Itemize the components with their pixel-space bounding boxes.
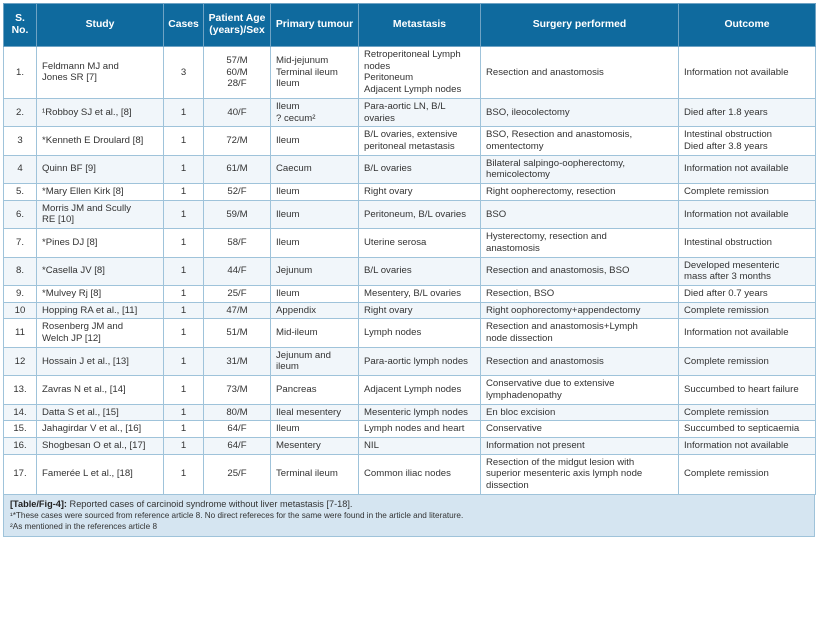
cell-cases: 1 [164,200,204,228]
cell-surgery: Resection of the midgut lesion with superior mesenteric axis lymph node dissection [481,454,679,494]
table-row [4,404,816,421]
cell-metastasis: Right ovary [359,302,481,319]
cell-surgery: Resection and anastomosis, BSO [481,257,679,285]
cell-sno: 3 [4,127,37,155]
cell-age: 51/M [204,319,271,347]
cell-cases: 1 [164,319,204,347]
cell-age: 25/F [204,285,271,302]
cell-tumour: Ileum [271,421,359,438]
cell-metastasis: NIL [359,437,481,454]
cell-age: 64/F [204,421,271,438]
cell-tumour: Ileum [271,229,359,257]
cell-metastasis: Para-aortic lymph nodes [359,347,481,375]
cell-age: 64/F [204,437,271,454]
cell-study: Datta S et al., [15] [37,404,164,421]
cell-cases: 1 [164,127,204,155]
cell-study: Famerée L et al., [18] [37,454,164,494]
cell-metastasis: Uterine serosa [359,229,481,257]
table-row [4,229,816,257]
cell-sno: 17. [4,454,37,494]
table-row [4,319,816,347]
cell-study: *Pines DJ [8] [37,229,164,257]
cell-cases: 1 [164,155,204,183]
table-row [4,98,816,126]
cell-sno: 7. [4,229,37,257]
table-row [4,285,816,302]
cell-surgery: Conservative due to extensive lymphadenopathy [481,376,679,404]
table-row [4,200,816,228]
cell-outcome: Complete remission [679,347,816,375]
cell-age: 73/M [204,376,271,404]
cell-outcome: Complete remission [679,302,816,319]
cell-tumour: Ileal mesentery [271,404,359,421]
cell-metastasis: Para-aortic LN, B/L ovaries [359,98,481,126]
cell-age: 61/M [204,155,271,183]
cell-study: Shogbesan O et al., [17] [37,437,164,454]
cell-sno: 6. [4,200,37,228]
cell-outcome: Information not available [679,200,816,228]
cell-outcome: Information not available [679,437,816,454]
cell-tumour: Ileum ? cecum² [271,98,359,126]
footnote-1: ¹*These cases were sourced from reference article 8. No direct refereces for the same were found in the article and literature. [10,511,464,521]
cell-surgery: Resection and anastomosis [481,47,679,99]
table-row [4,155,816,183]
header-sno: S. No. [4,4,37,47]
cell-cases: 1 [164,404,204,421]
table-row [4,454,816,494]
cell-study: Morris JM and Scully RE [10] [37,200,164,228]
cell-metastasis: Adjacent Lymph nodes [359,376,481,404]
cell-age: 47/M [204,302,271,319]
caption-title [10,498,808,510]
cell-tumour: Ileum [271,285,359,302]
table-row [4,376,816,404]
cell-sno: 8. [4,257,37,285]
cell-surgery: BSO, ileocolectomy [481,98,679,126]
cell-tumour: Mid-ileum [271,319,359,347]
table-row [4,302,816,319]
cell-sno: 4 [4,155,37,183]
cell-sno: 11 [4,319,37,347]
cell-cases: 1 [164,98,204,126]
cell-outcome: Complete remission [679,454,816,494]
cell-cases: 1 [164,347,204,375]
cell-outcome: Succumbed to septicaemia [679,421,816,438]
footnote-2: ²As mentioned in the references article 8 [10,522,157,532]
cell-study: *Kenneth E Droulard [8] [37,127,164,155]
cell-cases: 3 [164,47,204,99]
cell-surgery: Information not present [481,437,679,454]
caption-label: [Table/Fig-4]: [10,498,67,509]
cell-outcome: Complete remission [679,404,816,421]
table-body [4,47,816,495]
cell-metastasis: Lymph nodes [359,319,481,347]
header-tumour: Primary tumour [271,4,359,47]
cell-metastasis: Right ovary [359,184,481,201]
cell-cases: 1 [164,302,204,319]
cell-outcome: Complete remission [679,184,816,201]
cell-study: Rosenberg JM and Welch JP [12] [37,319,164,347]
cell-age: 58/F [204,229,271,257]
cell-study: Quinn BF [9] [37,155,164,183]
header-metastasis: Metastasis [359,4,481,47]
cell-age: 31/M [204,347,271,375]
cell-metastasis: Lymph nodes and heart [359,421,481,438]
cell-cases: 1 [164,229,204,257]
table-caption [3,495,815,538]
cell-outcome: Succumbed to heart failure [679,376,816,404]
cell-metastasis: Common iliac nodes [359,454,481,494]
cell-sno: 5. [4,184,37,201]
cell-sno: 1. [4,47,37,99]
cell-age: 72/M [204,127,271,155]
cell-metastasis: Retroperitoneal Lymph nodes Peritoneum Adjacent Lymph nodes [359,47,481,99]
cell-sno: 15. [4,421,37,438]
cell-sno: 14. [4,404,37,421]
header-age: Patient Age (years)/Sex [204,4,271,47]
cell-tumour: Jejunum [271,257,359,285]
header-study: Study [37,4,164,47]
cell-outcome: Developed mesenteric mass after 3 months [679,257,816,285]
cell-study: *Mary Ellen Kirk [8] [37,184,164,201]
table-row [4,257,816,285]
table-row [4,347,816,375]
cell-study: Feldmann MJ and Jones SR [7] [37,47,164,99]
cell-cases: 1 [164,421,204,438]
cell-metastasis: Peritoneum, B/L ovaries [359,200,481,228]
cell-cases: 1 [164,454,204,494]
cell-sno: 12 [4,347,37,375]
cell-cases: 1 [164,376,204,404]
cell-surgery: Resection and anastomosis+Lymph node dissection [481,319,679,347]
cell-surgery: BSO [481,200,679,228]
cell-study: ¹Robboy SJ et al., [8] [37,98,164,126]
cell-metastasis: B/L ovaries [359,257,481,285]
cell-outcome: Information not available [679,155,816,183]
cell-tumour: Mesentery [271,437,359,454]
cell-tumour: Ileum [271,184,359,201]
cell-surgery: BSO, Resection and anastomosis, omentectomy [481,127,679,155]
cell-sno: 9. [4,285,37,302]
cell-age: 57/M 60/M 28/F [204,47,271,99]
cell-study: Hossain J et al., [13] [37,347,164,375]
table-row [4,437,816,454]
cell-study: Zavras N et al., [14] [37,376,164,404]
cell-age: 40/F [204,98,271,126]
cell-age: 80/M [204,404,271,421]
cell-study: Hopping RA et al., [11] [37,302,164,319]
table-container [3,3,815,537]
cell-tumour: Terminal ileum [271,454,359,494]
cell-surgery: Right oopherectomy, resection [481,184,679,201]
cell-tumour: Ileum [271,127,359,155]
cell-surgery: Resection and anastomosis [481,347,679,375]
cell-outcome: Died after 0.7 years [679,285,816,302]
header-cases: Cases [164,4,204,47]
header-outcome: Outcome [679,4,816,47]
cell-surgery: Bilateral salpingo-oopherectomy, hemicolectomy [481,155,679,183]
table-row [4,421,816,438]
cell-sno: 2. [4,98,37,126]
cell-tumour: Ileum [271,200,359,228]
cell-outcome: Information not available [679,47,816,99]
table-row [4,127,816,155]
cell-sno: 13. [4,376,37,404]
cell-tumour: Appendix [271,302,359,319]
cell-metastasis: Mesentery, B/L ovaries [359,285,481,302]
cell-sno: 16. [4,437,37,454]
cell-outcome: Intestinal obstruction Died after 3.8 years [679,127,816,155]
cell-age: 59/M [204,200,271,228]
cases-table [3,3,816,495]
cell-surgery: Hysterectomy, resection and anastomosis [481,229,679,257]
cell-study: Jahagirdar V et al., [16] [37,421,164,438]
cell-cases: 1 [164,437,204,454]
cell-outcome: Died after 1.8 years [679,98,816,126]
cell-sno: 10 [4,302,37,319]
table-row [4,47,816,99]
cell-study: *Casella JV [8] [37,257,164,285]
cell-surgery: Resection, BSO [481,285,679,302]
table-row [4,184,816,201]
cell-tumour: Jejunum and ileum [271,347,359,375]
cell-outcome: Intestinal obstruction [679,229,816,257]
header-surgery: Surgery performed [481,4,679,47]
header-row [4,4,816,47]
cell-cases: 1 [164,184,204,201]
cell-age: 44/F [204,257,271,285]
caption-text: Reported cases of carcinoid syndrome without liver metastasis [7-18]. [67,498,353,509]
cell-metastasis: B/L ovaries [359,155,481,183]
cell-cases: 1 [164,285,204,302]
cell-metastasis: Mesenteric lymph nodes [359,404,481,421]
cell-surgery: En bloc excision [481,404,679,421]
cell-tumour: Caecum [271,155,359,183]
cell-surgery: Conservative [481,421,679,438]
cell-tumour: Pancreas [271,376,359,404]
cell-age: 25/F [204,454,271,494]
cell-outcome: Information not available [679,319,816,347]
cell-cases: 1 [164,257,204,285]
cell-metastasis: B/L ovaries, extensive peritoneal metastasis [359,127,481,155]
cell-tumour: Mid-jejunum Terminal ileum Ileum [271,47,359,99]
cell-surgery: Right oophorectomy+appendectomy [481,302,679,319]
cell-age: 52/F [204,184,271,201]
cell-study: *Mulvey Rj [8] [37,285,164,302]
